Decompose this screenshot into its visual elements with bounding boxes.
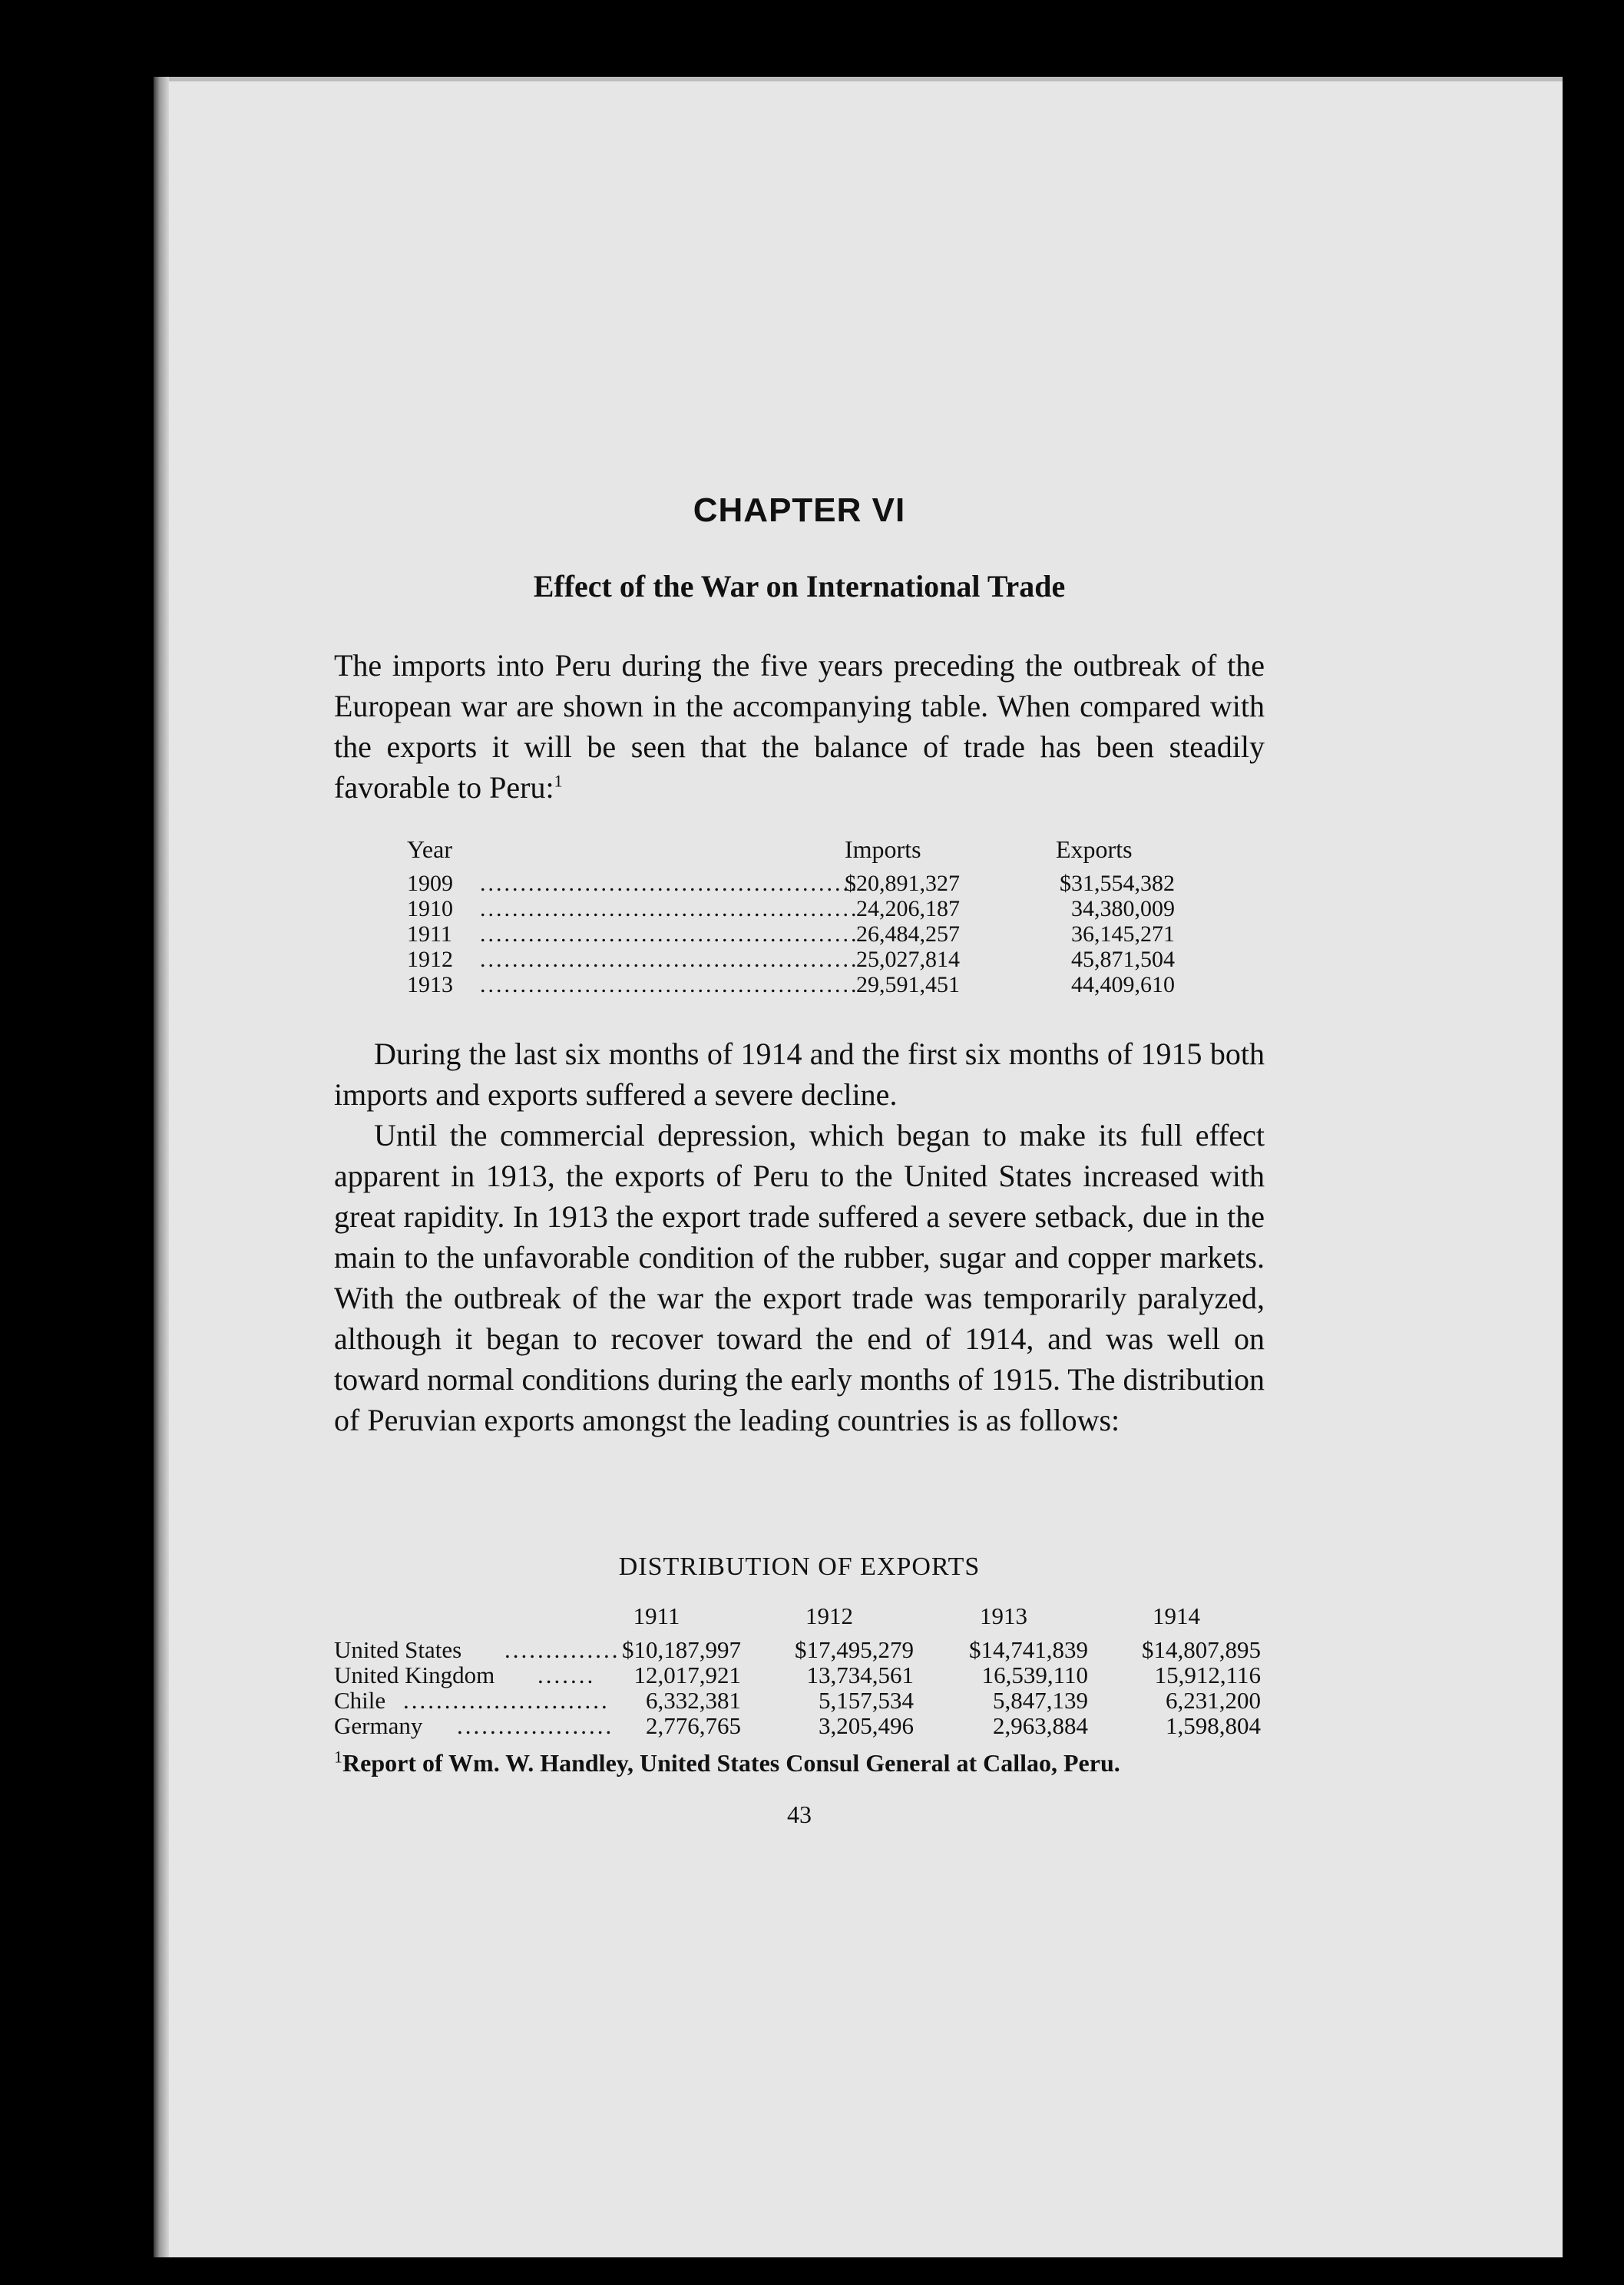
dist-value: 15,912,116 [1154, 1662, 1261, 1688]
leader-dots: ............................................... [480, 896, 859, 921]
dist-value: 3,205,496 [819, 1712, 914, 1739]
leader-dots: ............................................... [480, 871, 859, 896]
dist-value: 6,332,381 [646, 1687, 741, 1714]
leader-dots: ............................................... [480, 921, 859, 947]
distribution-table-title: DISTRIBUTION OF EXPORTS [618, 1553, 981, 1581]
trade-imports: 25,027,814 [856, 947, 960, 972]
leader-dots: ....... [537, 1662, 596, 1688]
chapter-subtitle: Effect of the War on International Trade [533, 569, 1066, 603]
footnote-marker: 1 [554, 771, 563, 791]
dist-country: United Kingdom [334, 1662, 495, 1688]
leader-dots: .............. [504, 1636, 620, 1663]
dist-value: 2,963,884 [993, 1712, 1088, 1739]
trade-exports: 36,145,271 [1071, 921, 1175, 947]
trade-year: 1912 [407, 947, 453, 972]
trade-imports: 24,206,187 [856, 896, 960, 921]
trade-year: 1909 [407, 871, 453, 896]
paragraph-3: Until the commercial depression, which began to make its full effect apparent in 1913, the exports of Peru to the United States increased with great rapidity. In 1913 the export trade suffered a severe setback, due in the main to the unfavorable condition of the rubber, sugar and copper markets. With the outbreak of the war the export trade was temporarily paralyzed, although it began to recover toward the end of 1914, and was well on toward normal conditions during the early months of 1915. The distribution of Peruvian exports amongst the leading countries is as follows: [334, 1118, 1265, 1437]
dist-value: 2,776,765 [646, 1712, 741, 1739]
trade-table [407, 837, 1175, 1006]
dist-year-header: 1914 [1153, 1602, 1200, 1629]
trade-table-header-year: Year [407, 835, 452, 863]
page-spine-shadow [154, 77, 169, 2257]
trade-table-header-imports: Imports [845, 835, 921, 863]
trade-exports: 45,871,504 [1071, 947, 1175, 972]
dist-value: $14,807,895 [1142, 1636, 1261, 1663]
dist-value: 13,734,561 [806, 1662, 914, 1688]
dist-value: $14,741,839 [969, 1636, 1088, 1663]
trade-exports: 44,409,610 [1071, 972, 1175, 997]
dist-value: 16,539,110 [981, 1662, 1088, 1688]
dist-country: Germany [334, 1712, 423, 1739]
trade-table-header-exports: Exports [1056, 835, 1133, 863]
footnote [334, 1747, 1265, 1777]
footnote-text: Report of Wm. W. Handley, United States Consul General at Callao, Peru. [342, 1749, 1120, 1777]
leader-dots: ............................................... [480, 972, 859, 997]
dist-value: 5,847,139 [993, 1687, 1088, 1714]
trade-exports: 34,380,009 [1071, 896, 1175, 921]
paragraph-1 [334, 645, 1265, 808]
trade-exports: $31,554,382 [1060, 871, 1175, 896]
page-number: 43 [787, 1801, 812, 1828]
dist-value: 5,157,534 [819, 1687, 914, 1714]
dist-year-header: 1911 [633, 1602, 680, 1629]
chapter-heading: CHAPTER VI [693, 491, 906, 529]
footnote-marker: 1 [334, 1747, 342, 1767]
trade-imports: 26,484,257 [856, 921, 960, 947]
trade-year: 1910 [407, 896, 453, 921]
leader-dots: ......................... [403, 1687, 610, 1714]
leader-dots: ................... [457, 1712, 614, 1739]
dist-value: $17,495,279 [795, 1636, 914, 1663]
trade-year: 1911 [407, 921, 452, 947]
trade-year: 1913 [407, 972, 453, 997]
trade-imports: $20,891,327 [845, 871, 960, 896]
dist-value: $10,187,997 [622, 1636, 741, 1663]
trade-imports: 29,591,451 [856, 972, 960, 997]
dist-country: United States [334, 1636, 462, 1663]
paragraph-2: During the last six months of 1914 and the first six months of 1915 both imports and exports suffered a severe decline. [334, 1037, 1265, 1112]
dist-year-header: 1912 [805, 1602, 853, 1629]
dist-value: 1,598,804 [1166, 1712, 1261, 1739]
dist-country: Chile [334, 1687, 386, 1714]
leader-dots: ............................................... [480, 947, 859, 972]
page-content [334, 0, 1265, 2285]
dist-value: 12,017,921 [633, 1662, 741, 1688]
paragraph-1-text: The imports into Peru during the five years preceding the outbreak of the European war are shown in the accompanying table. When compared with the exports it will be seen that the balance of trade has been steadily favorable to Peru: [334, 648, 1265, 805]
distribution-table [334, 1603, 1265, 1741]
dist-year-header: 1913 [980, 1602, 1027, 1629]
dist-value: 6,231,200 [1166, 1687, 1261, 1714]
